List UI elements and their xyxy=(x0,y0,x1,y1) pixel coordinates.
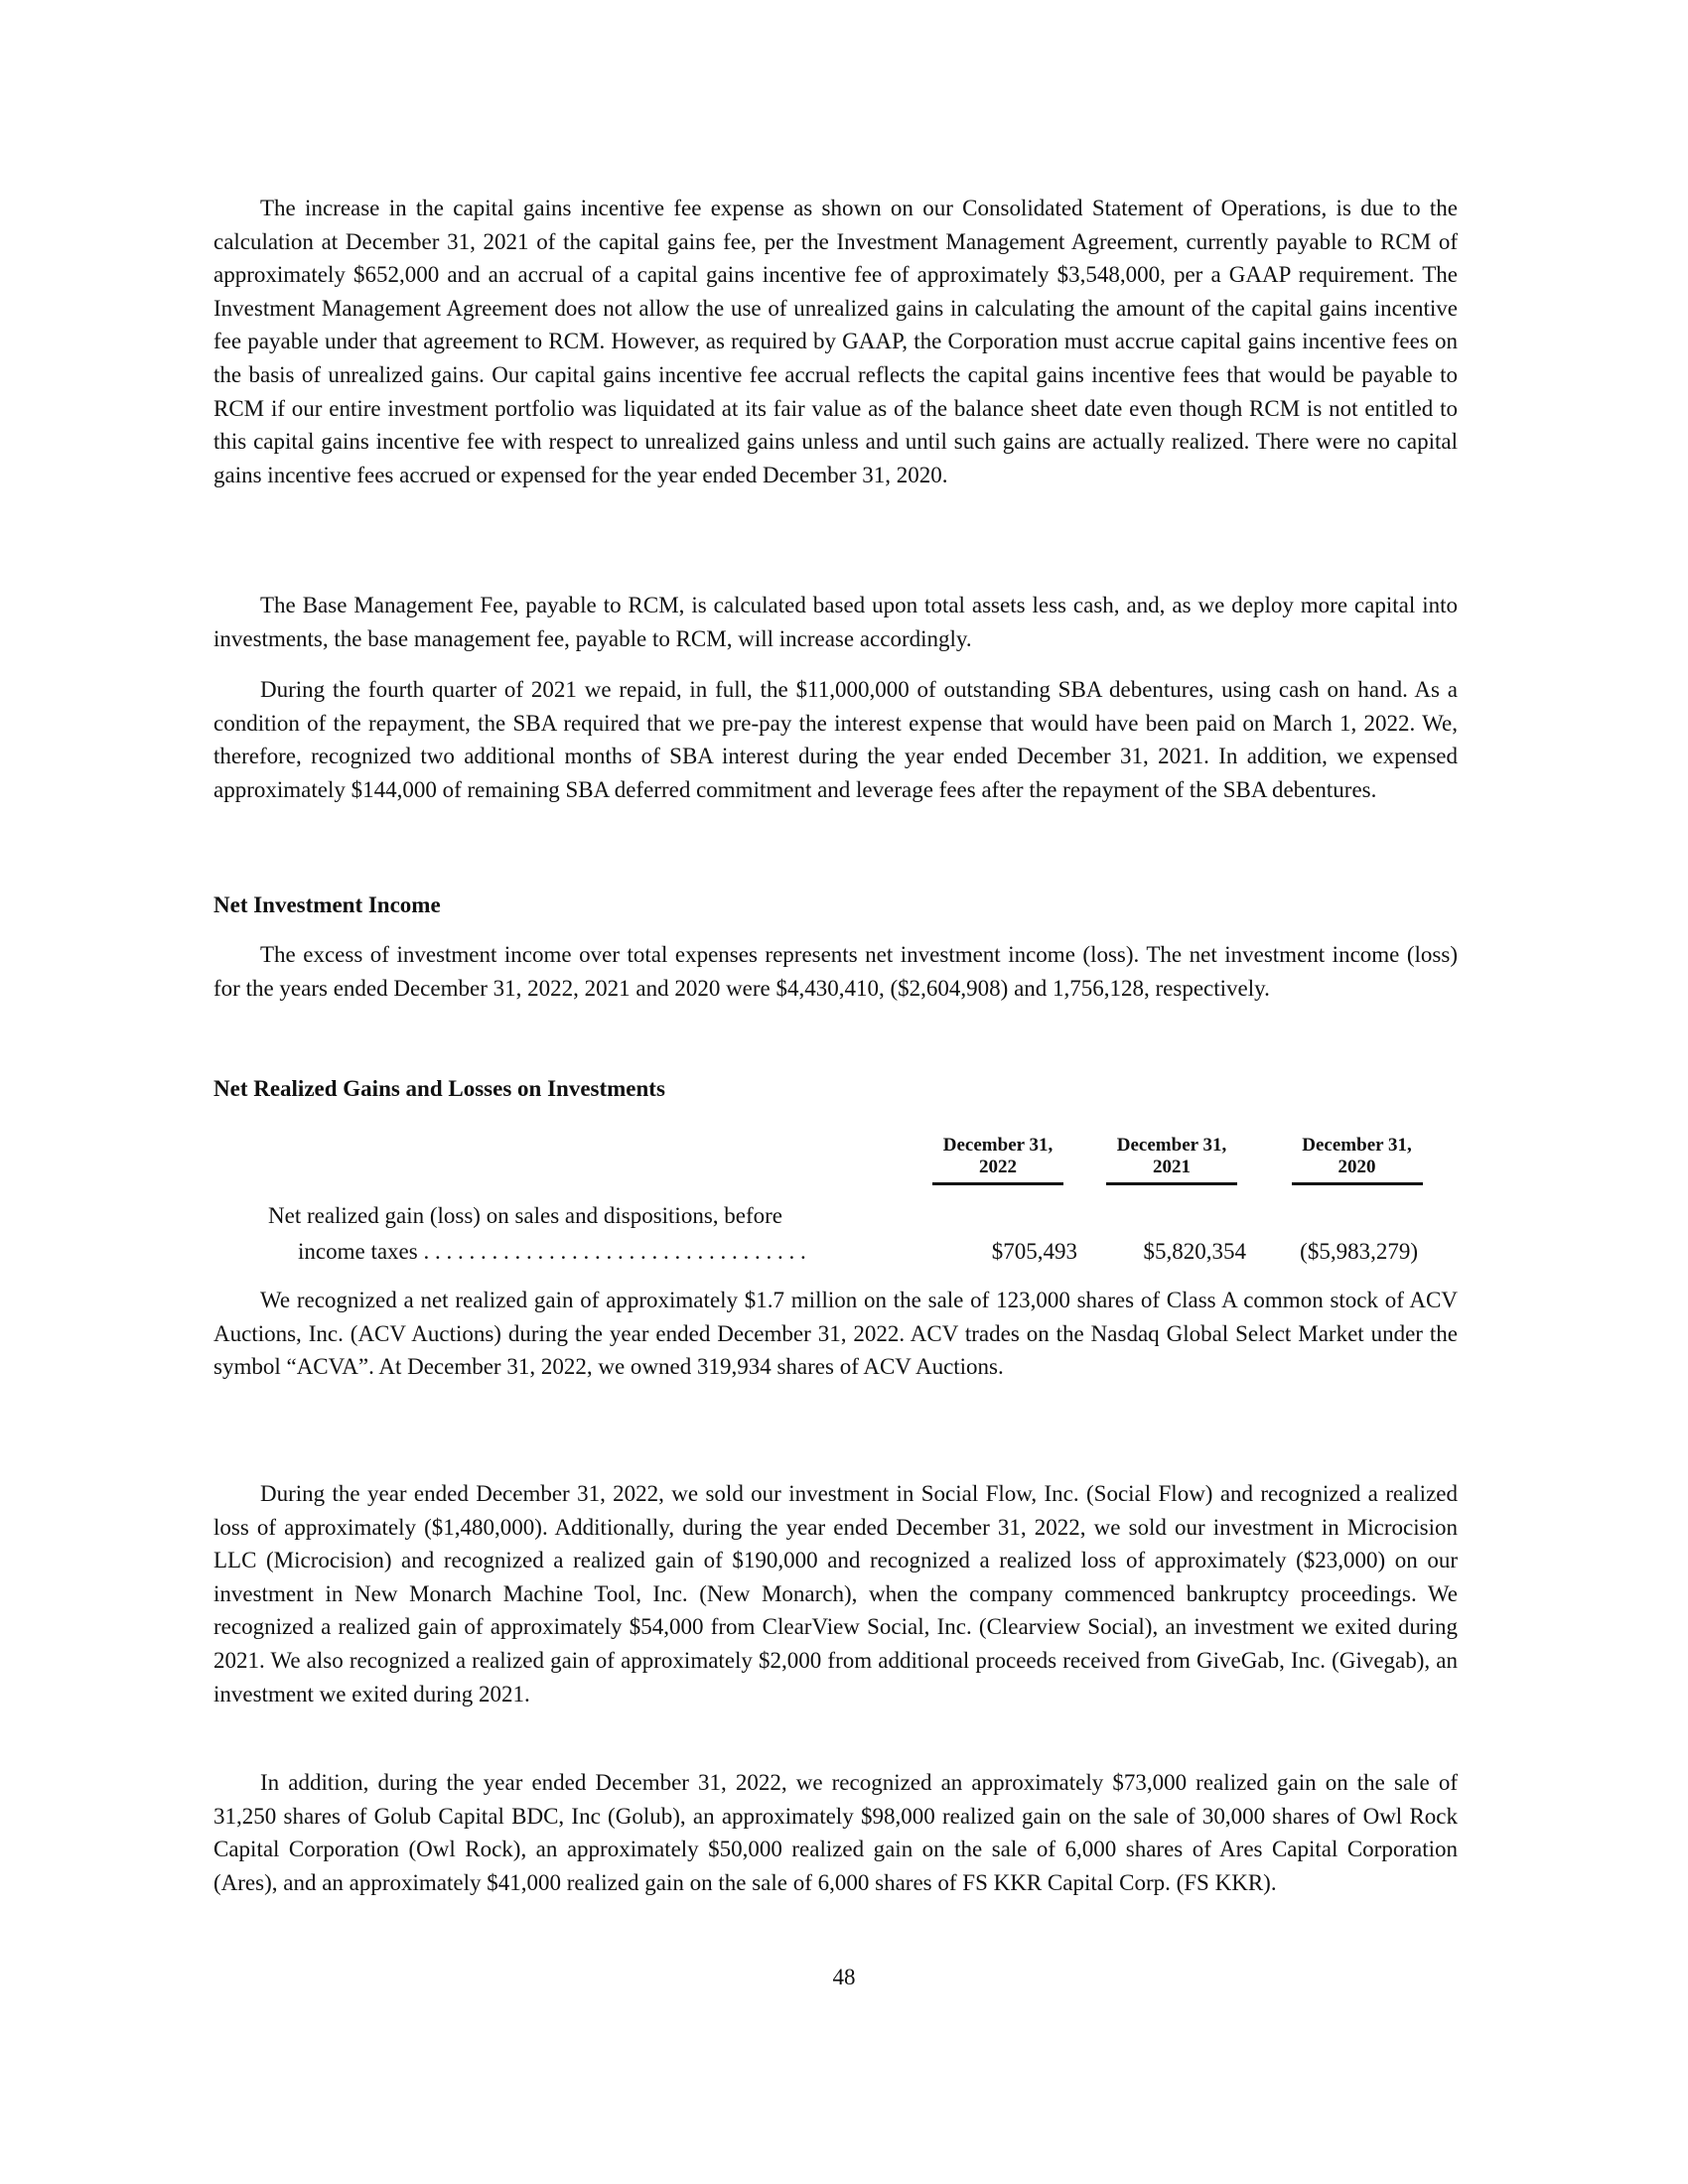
table-row xyxy=(213,1198,1458,1234)
value-2020: ($5,983,279) xyxy=(1300,1238,1418,1264)
paragraph-capital-gains-fee xyxy=(213,192,1458,491)
value-2022: $705,493 xyxy=(991,1238,1077,1264)
paragraph-text: We recognized a net realized gain of approximately $1.7 million on the sale of 123,000 shares of Class A common stock of ACV Auctions, Inc. (ACV Auctions) during the year ended December 31, 2022. ACV trades on the Nasdaq Global Select Market under the symbol “ACVA”. At December 31, 2022, we owned 319,934 shares of ACV Auctions. xyxy=(213,1288,1458,1380)
section-heading: Net Investment Income xyxy=(213,892,441,917)
paragraph-bdc-sales xyxy=(213,1766,1458,1899)
realized-gains-table xyxy=(213,1134,1458,1269)
paragraph-text: In addition, during the year ended December 31, 2022, we recognized an approximately $73,000 realized gain on the sale of 31,250 shares of Golub Capital BDC, Inc (Golub), an approximately $98,000 realized gain on the sale of 30,000 shares of Owl Rock Capital Corporation (Owl Rock), an approximately $50,000 realized gain on the sale of 6,000 shares of Ares Capital Corporation (Ares), and an approximately $41,000 realized gain on the sale of 6,000 shares of FS KKR Capital Corp. (FS KKR). xyxy=(213,1770,1458,1895)
paragraph-base-management-fee xyxy=(213,589,1458,655)
paragraph-text: The Base Management Fee, payable to RCM, is calculated based upon total assets less cash, and, as we deploy more capital into investments, the base management fee, payable to RCM, will increase accordingly. xyxy=(213,593,1458,651)
page-number: 48 xyxy=(832,1965,856,1989)
paragraph-text: The excess of investment income over total expenses represents net investment income (loss). The net investment income (loss) for the years ended December 31, 2022, 2021 and 2020 were $4,430,410, ($2,604,908) and 1,756,128, respectively. xyxy=(213,942,1458,1001)
value-2021: $5,820,354 xyxy=(1143,1238,1246,1264)
table-header-row xyxy=(213,1134,1458,1186)
paragraph-text: During the fourth quarter of 2021 we repaid, in full, the $11,000,000 of outstanding SBA debentures, using cash on hand. As a condition of the repayment, the SBA required that we pre-pay the interest expense that would have been paid on March 1, 2022. We, therefore, recognized two additional months of SBA interest during the year ended December 31, 2021. In addition, we expensed approximately $144,000 of remaining SBA deferred commitment and leverage fees after the repayment of the SBA debentures. xyxy=(213,677,1458,802)
paragraph-sba-repayment xyxy=(213,673,1458,806)
column-header-2020: December 31, 2020 xyxy=(1256,1134,1458,1186)
table-row xyxy=(213,1234,1458,1270)
paragraph-acv-auctions xyxy=(213,1284,1458,1384)
paragraph-social-flow xyxy=(213,1477,1458,1710)
heading-net-realized-gains xyxy=(213,1072,1458,1106)
heading-net-investment-income xyxy=(213,888,1458,922)
paragraph-text: During the year ended December 31, 2022, we sold our investment in Social Flow, Inc. (Social Flow) and recognized a realized loss of approximately ($1,480,000). Additionally, during the year ended December 31, 2022, we sold our investment in Microcision LLC (Microcision) and recognized a realized gain of $190,000 and recognized a realized loss of approximately ($23,000) on our investment in New Monarch Machine Tool, Inc. (New Monarch), when the company commenced bankruptcy proceedings. We recognized a realized gain of approximately $54,000 from ClearView Social, Inc. (Clearview Social), an investment we exited during 2021. We also recognized a realized gain of approximately $2,000 from additional proceeds received from GiveGab, Inc. (Givegab), an investment we exited during 2021. xyxy=(213,1481,1458,1706)
paragraph-net-investment-income xyxy=(213,938,1458,1005)
column-header-2021: December 31, 2021 xyxy=(1087,1134,1256,1186)
paragraph-text: The increase in the capital gains incentive fee expense as shown on our Consolidated Statement of Operations, is due to the calculation at December 31, 2021 of the capital gains fee, per the Investment Management Agreement, currently payable to RCM of approximately $652,000 and an accrual of a capital gains incentive fee of approximately $3,548,000, per a GAAP requirement. The Investment Management Agreement does not allow the use of unrealized gains in calculating the amount of the capital gains incentive fee payable under that agreement to RCM. However, as required by GAAP, the Corporation must accrue capital gains incentive fees on the basis of unrealized gains. Our capital gains incentive fee accrual reflects the capital gains incentive fees that would be payable to RCM if our entire investment portfolio was liquidated at its fair value as of the balance sheet date even though RCM is not entitled to this capital gains incentive fee with respect to unrealized gains unless and until such gains are actually realized. There were no capital gains incentive fees accrued or expensed for the year ended December 31, 2020. xyxy=(213,196,1458,487)
row-label-line2: income taxes . . . . . . . . . . . . . . . . . . . . . . . . . . . . . . . . . . xyxy=(298,1238,806,1264)
row-label-line1: Net realized gain (loss) on sales and dispositions, before xyxy=(268,1203,783,1228)
section-heading: Net Realized Gains and Losses on Investments xyxy=(213,1076,665,1101)
column-header-2022: December 31, 2022 xyxy=(909,1134,1087,1186)
